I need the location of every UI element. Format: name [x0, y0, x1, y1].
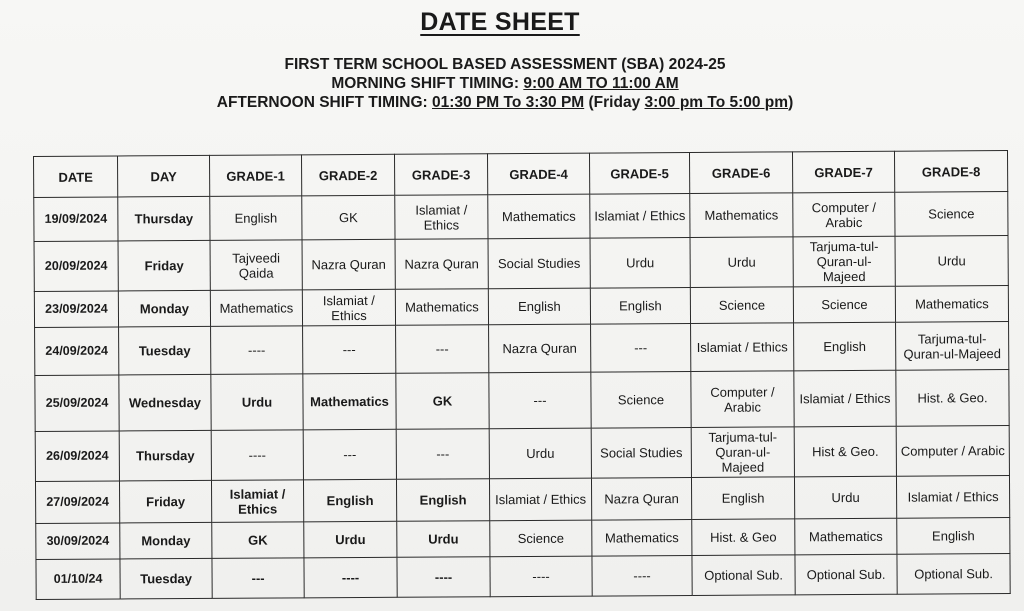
day-cell: Tuesday [120, 558, 212, 599]
subject-cell: --- [396, 325, 489, 374]
subject-cell: English [794, 322, 896, 371]
subject-cell: Science [690, 287, 793, 324]
date-cell: 27/09/2024 [35, 481, 119, 524]
subject-cell: Mathematics [303, 373, 396, 430]
date-cell: 19/09/2024 [34, 197, 118, 242]
day-cell: Thursday [119, 430, 211, 481]
subject-cell: Urdu [304, 521, 397, 558]
subject-cell: Computer / Arabic [896, 426, 1009, 477]
day-cell: Friday [118, 240, 210, 291]
subject-cell: GK [396, 373, 489, 430]
morning-shift-timing: MORNING SHIFT TIMING: 9:00 AM TO 11:00 AM [331, 75, 679, 92]
table-row [35, 370, 1009, 432]
subject-cell: Islamiat / Ethics [489, 478, 591, 521]
subject-cell: English [488, 288, 590, 325]
table-row [35, 476, 1009, 524]
subject-cell: Urdu [489, 428, 591, 479]
column-header-grade-2: GRADE-2 [301, 154, 394, 196]
table-row [35, 322, 1009, 376]
subject-cell: Tarjuma-tul-Quran-ul-Majeed [793, 236, 895, 287]
subject-cell: Urdu [895, 236, 1008, 287]
subject-cell: Computer / Arabic [691, 371, 794, 428]
subject-cell: ---- [304, 557, 397, 598]
day-cell: Monday [120, 522, 212, 559]
date-cell: 23/09/2024 [34, 291, 118, 328]
assessment-title: FIRST TERM SCHOOL BASED ASSESSMENT (SBA) 2024-25 [284, 56, 726, 73]
subject-cell: Urdu [590, 237, 690, 288]
subject-cell: English [897, 518, 1010, 555]
subject-cell: Hist. & Geo [692, 519, 795, 556]
day-cell: Tuesday [119, 326, 211, 375]
subject-cell: Social Studies [591, 427, 691, 478]
subject-cell: Hist & Geo. [794, 426, 896, 477]
subject-cell: Nazra Quran [489, 324, 591, 373]
date-cell: 30/09/2024 [36, 523, 120, 560]
subject-cell: Mathematics [795, 518, 897, 555]
table-row [34, 192, 1008, 242]
subject-cell: English [691, 477, 794, 520]
subject-cell: Computer / Arabic [793, 192, 895, 237]
subject-cell: ---- [397, 557, 490, 598]
subject-cell: Optional Sub. [897, 554, 1010, 595]
date-sheet-table [33, 150, 1011, 600]
subject-cell: --- [212, 558, 304, 599]
subject-cell: Urdu [690, 237, 793, 288]
column-header-grade-5: GRADE-5 [589, 152, 689, 194]
column-header-day: DAY [118, 155, 210, 197]
date-cell: 01/10/24 [36, 559, 120, 600]
table-row [36, 554, 1010, 600]
subject-cell: Islamiat / Ethics [211, 480, 303, 523]
subject-cell: ---- [211, 430, 303, 481]
subject-cell: Mathematics [592, 519, 692, 556]
subject-cell: Optional Sub. [692, 555, 795, 596]
table-row [35, 426, 1009, 482]
subject-cell: Islamiat / Ethics [691, 323, 794, 372]
subject-cell: Hist. & Geo. [896, 370, 1009, 427]
subject-cell: --- [591, 323, 691, 372]
date-cell: 20/09/2024 [34, 241, 118, 292]
column-header-grade-8: GRADE-8 [894, 151, 1007, 193]
table-row [34, 286, 1008, 328]
subject-cell: --- [396, 429, 489, 480]
subject-cell: Optional Sub. [795, 554, 897, 595]
column-header-date: DATE [34, 156, 118, 198]
subject-cell: Urdu [211, 374, 303, 431]
afternoon-shift-timing: AFTERNOON SHIFT TIMING: 01:30 PM To 3:30 PM (Friday 3:00 pm To 5:00 pm) [216, 94, 794, 111]
subject-cell: ---- [490, 556, 592, 597]
subject-cell: --- [303, 325, 396, 374]
date-cell: 24/09/2024 [35, 327, 119, 376]
subject-cell: Science [591, 371, 691, 428]
subject-cell: Nazra Quran [591, 477, 691, 520]
date-cell: 26/09/2024 [35, 431, 119, 482]
subject-cell: Islamiat / Ethics [395, 195, 488, 240]
column-header-grade-6: GRADE-6 [689, 152, 792, 194]
subject-cell: Nazra Quran [395, 239, 488, 290]
day-cell: Thursday [118, 196, 210, 241]
subject-cell: Science [895, 192, 1008, 237]
subject-cell: Urdu [794, 476, 896, 519]
column-header-grade-4: GRADE-4 [487, 153, 589, 195]
table-row [36, 518, 1010, 560]
column-header-grade-3: GRADE-3 [394, 154, 487, 196]
subject-cell: Mathematics [895, 286, 1008, 323]
subject-cell: Social Studies [488, 238, 590, 289]
date-cell: 25/09/2024 [35, 375, 119, 432]
subject-cell: Tarjuma-tul-Quran-ul-Majeed [691, 427, 794, 478]
subject-cell: Mathematics [210, 290, 302, 327]
subject-cell: ---- [211, 326, 303, 375]
subject-cell: English [396, 479, 489, 522]
subject-cell: Science [490, 520, 592, 557]
subject-cell: English [303, 479, 396, 522]
subject-cell: Mathematics [488, 194, 590, 239]
page-title: DATE SHEET [420, 8, 580, 36]
subject-cell: English [590, 287, 690, 324]
subject-cell: Islamiat / Ethics [794, 370, 896, 427]
subject-cell: Tajveedi Qaida [210, 240, 302, 291]
subject-cell: Urdu [397, 521, 490, 558]
table-row [34, 236, 1008, 292]
subject-cell: Islamiat / Ethics [302, 289, 395, 326]
subject-cell: Mathematics [395, 289, 488, 326]
subject-cell: English [210, 196, 302, 241]
subject-cell: GK [212, 522, 304, 559]
subject-cell: --- [489, 372, 591, 429]
column-header-grade-1: GRADE-1 [209, 155, 301, 197]
column-header-grade-7: GRADE-7 [792, 151, 894, 193]
subject-cell: Tarjuma-tul-Quran-ul-Majeed [896, 322, 1009, 371]
subject-cell: Islamiat / Ethics [896, 476, 1009, 519]
table-header-row [34, 151, 1008, 198]
day-cell: Friday [119, 480, 211, 523]
subject-cell: --- [303, 429, 396, 480]
day-cell: Monday [118, 290, 210, 327]
subject-cell: Science [793, 286, 895, 323]
subject-cell: Mathematics [690, 193, 793, 238]
subject-cell: Nazra Quran [302, 239, 395, 290]
subject-cell: ---- [592, 555, 692, 596]
day-cell: Wednesday [119, 374, 211, 431]
subject-cell: GK [302, 195, 395, 240]
subject-cell: Islamiat / Ethics [590, 193, 690, 238]
